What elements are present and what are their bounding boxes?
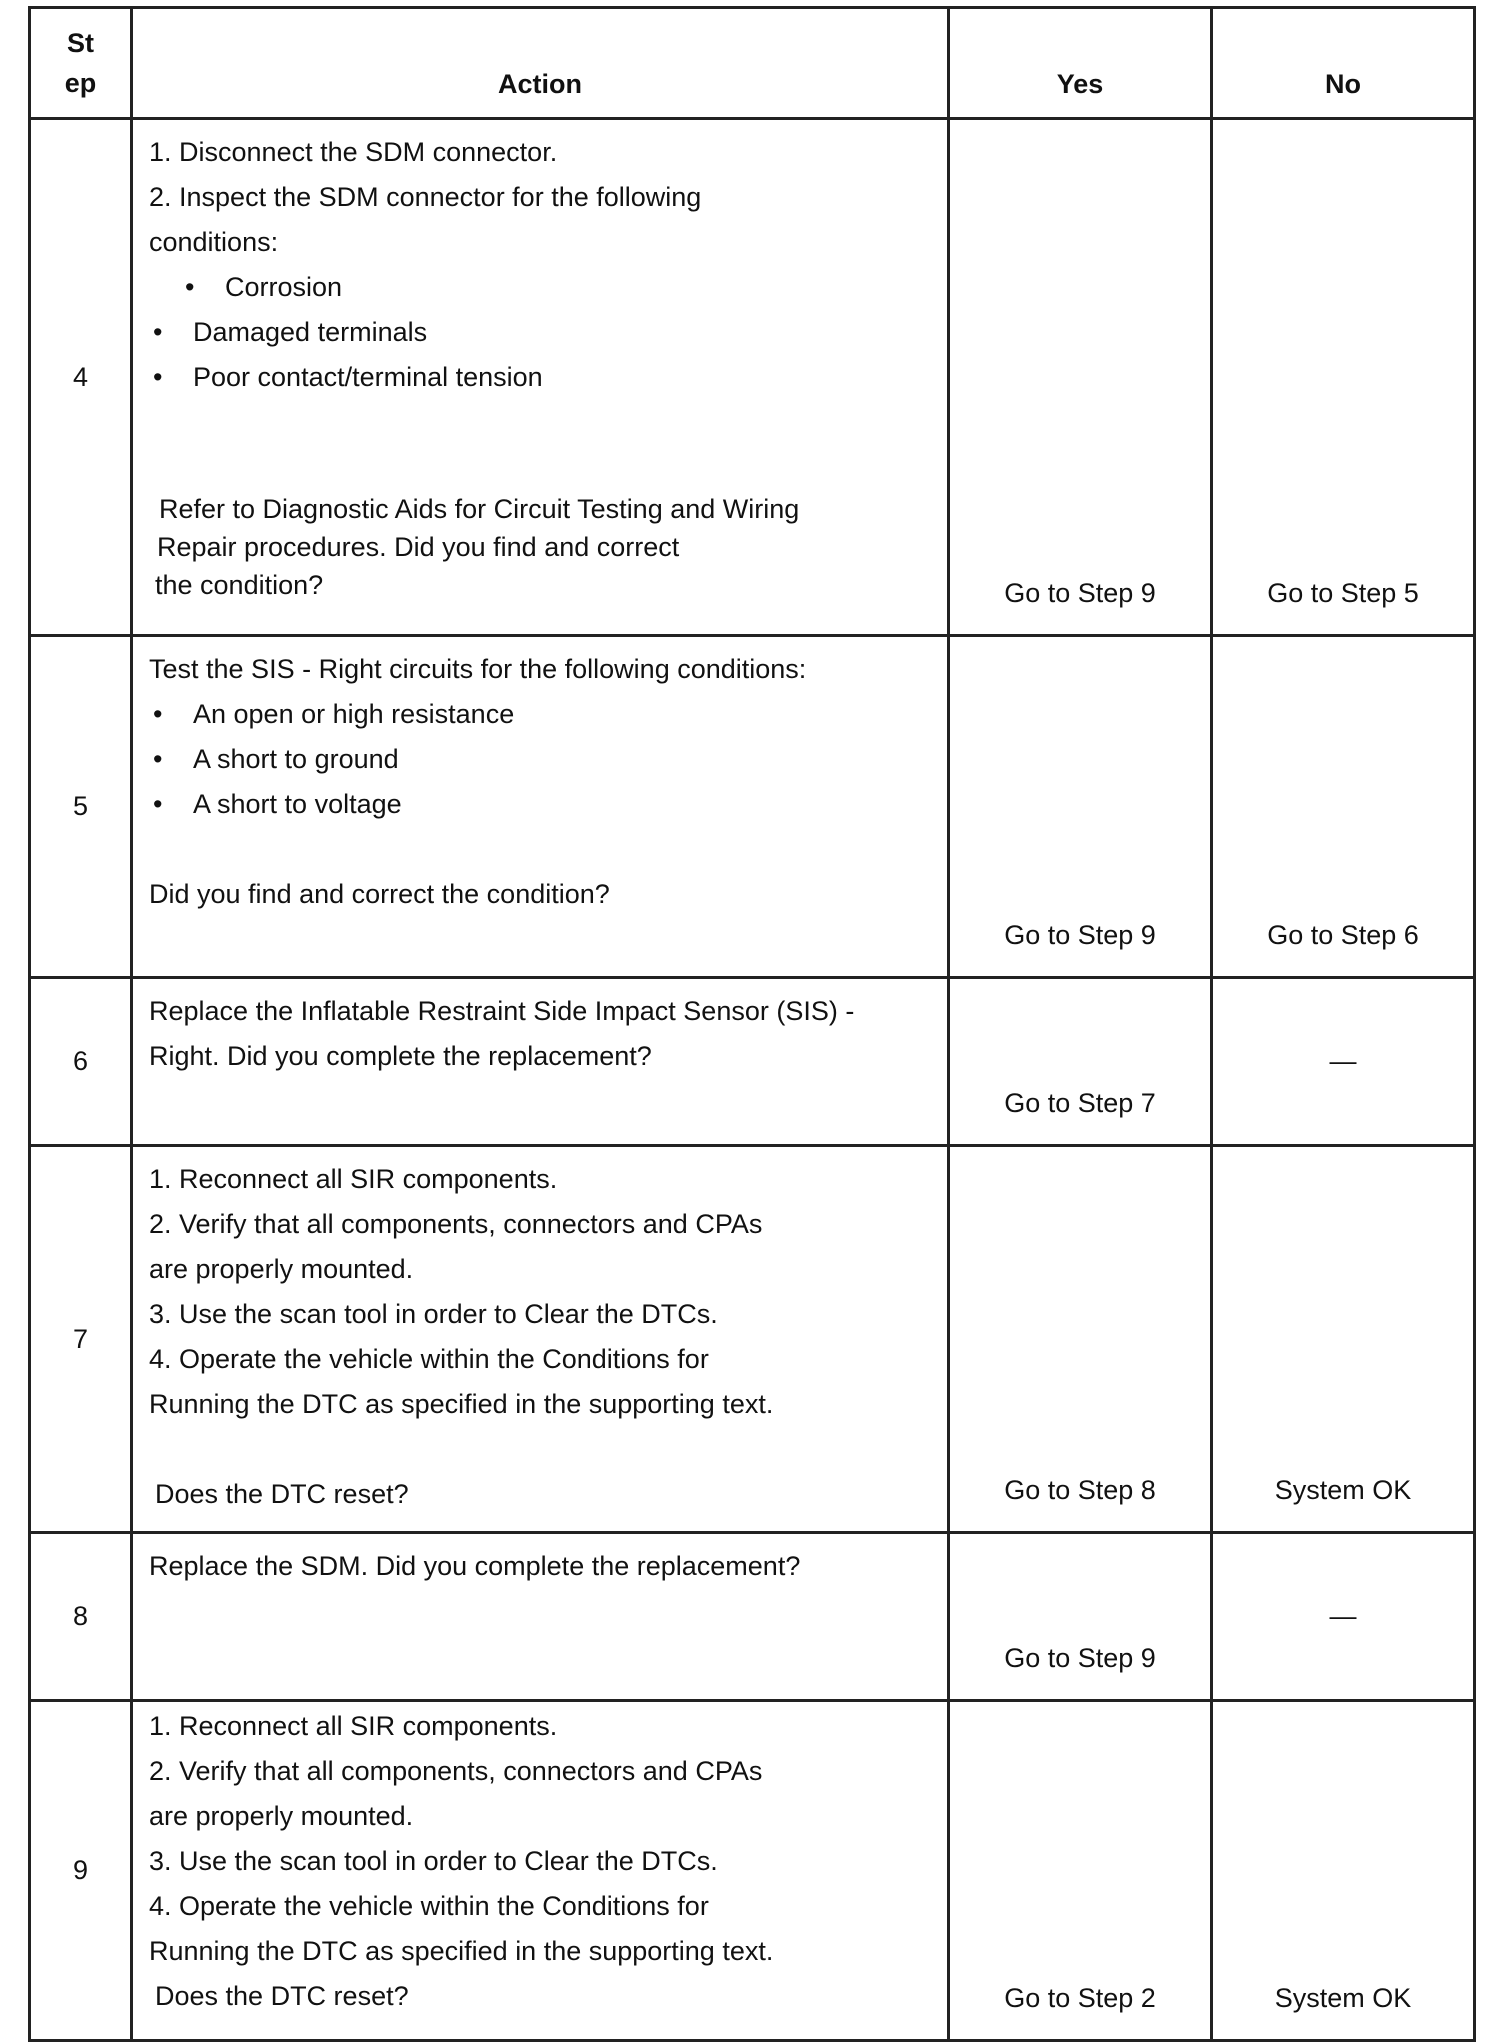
action-line: are properly mounted.	[149, 1254, 414, 1284]
bullet-icon: •	[153, 362, 163, 392]
action-line: 4. Operate the vehicle within the Conditions for	[149, 1891, 709, 1921]
table-row-step-4	[28, 120, 1476, 637]
no-result: System OK	[1274, 1983, 1412, 2013]
yes-result: Go to Step 9	[950, 120, 1213, 634]
bullet-item	[149, 692, 931, 737]
action-line: 3. Use the scan tool in order to Clear the DTCs.	[149, 1299, 718, 1329]
no-result: —	[1329, 1601, 1357, 1631]
action-line: Right. Did you complete the replacement?	[149, 1041, 652, 1071]
step-number: 8	[31, 1534, 133, 1699]
action-line: Replace the SDM. Did you complete the replacement?	[149, 1551, 801, 1581]
yes-result: Go to Step 7	[950, 979, 1213, 1144]
action-cell	[133, 1147, 950, 1531]
table-row-step-5	[28, 637, 1476, 979]
no-result: System OK	[1274, 1475, 1412, 1505]
table-row-step-8	[28, 1534, 1476, 1702]
action-cell	[133, 1534, 950, 1699]
action-line: Running the DTC as specified in the supporting text.	[149, 1936, 774, 1966]
yes-result: Go to Step 9	[950, 637, 1213, 976]
action-line: 1. Reconnect all SIR components.	[149, 1164, 558, 1194]
bullet-text: A short to voltage	[193, 789, 402, 819]
header-no: No	[1325, 69, 1361, 99]
no-result: Go to Step 6	[1267, 920, 1419, 950]
action-line: the condition?	[155, 570, 324, 600]
yes-result: Go to Step 2	[950, 1702, 1213, 2039]
table-header-row	[28, 6, 1476, 120]
action-line: 1. Reconnect all SIR components.	[149, 1711, 558, 1741]
step-number: 7	[31, 1147, 133, 1531]
action-line: Refer to Diagnostic Aids for Circuit Testing and Wiring	[159, 494, 800, 524]
action-line: conditions:	[149, 227, 279, 257]
action-line: 2. Verify that all components, connectors and CPAs	[149, 1756, 763, 1786]
action-line: Did you find and correct the condition?	[149, 879, 610, 909]
action-line: 2. Verify that all components, connectors and CPAs	[149, 1209, 763, 1239]
bullet-icon: •	[153, 744, 163, 774]
header-step-bottom: ep	[64, 68, 97, 98]
no-result: —	[1329, 1046, 1357, 1076]
action-line: Does the DTC reset?	[155, 1981, 409, 2011]
bullet-text: Damaged terminals	[193, 317, 428, 347]
bullet-text: A short to ground	[193, 744, 399, 774]
bullet-icon: •	[153, 317, 163, 347]
bullet-text: Corrosion	[225, 272, 343, 302]
header-step-top: St	[67, 28, 94, 58]
header-yes: Yes	[950, 9, 1213, 117]
bullet-text: Poor contact/terminal tension	[193, 362, 543, 392]
action-line: 2. Inspect the SDM connector for the following	[149, 182, 702, 212]
action-cell	[133, 637, 950, 976]
action-line: Repair procedures. Did you find and correct	[157, 532, 680, 562]
no-result: Go to Step 5	[1267, 578, 1419, 608]
step-number: 5	[31, 637, 133, 976]
bullet-item	[149, 737, 931, 782]
step-number: 4	[31, 120, 133, 634]
bullet-item	[149, 265, 931, 310]
table-row-step-9	[28, 1702, 1476, 2042]
action-line: Does the DTC reset?	[155, 1479, 409, 1509]
action-line: Replace the Inflatable Restraint Side Impact Sensor (SIS) -	[149, 996, 855, 1026]
bullet-item	[149, 310, 931, 355]
table-row-step-7	[28, 1147, 1476, 1534]
step-number: 6	[31, 979, 133, 1144]
bullet-item	[149, 355, 931, 400]
diagnostic-table	[28, 6, 1476, 2042]
action-line: Test the SIS - Right circuits for the following conditions:	[149, 654, 807, 684]
step-number: 9	[31, 1702, 133, 2039]
yes-result: Go to Step 9	[950, 1534, 1213, 1699]
action-line: Running the DTC as specified in the supporting text.	[149, 1389, 774, 1419]
bullet-icon: •	[185, 272, 195, 302]
action-cell	[133, 120, 950, 634]
action-line: are properly mounted.	[149, 1801, 414, 1831]
action-line: 4. Operate the vehicle within the Conditions for	[149, 1344, 709, 1374]
action-cell	[133, 1702, 950, 2039]
yes-result: Go to Step 8	[950, 1147, 1213, 1531]
action-line: 1. Disconnect the SDM connector.	[149, 137, 558, 167]
bullet-item	[149, 782, 931, 827]
header-step	[31, 9, 133, 117]
header-action: Action	[133, 9, 950, 117]
bullet-icon: •	[153, 699, 163, 729]
action-cell	[133, 979, 950, 1144]
bullet-text: An open or high resistance	[193, 699, 515, 729]
table-row-step-6	[28, 979, 1476, 1147]
bullet-icon: •	[153, 789, 163, 819]
action-line: 3. Use the scan tool in order to Clear the DTCs.	[149, 1846, 718, 1876]
